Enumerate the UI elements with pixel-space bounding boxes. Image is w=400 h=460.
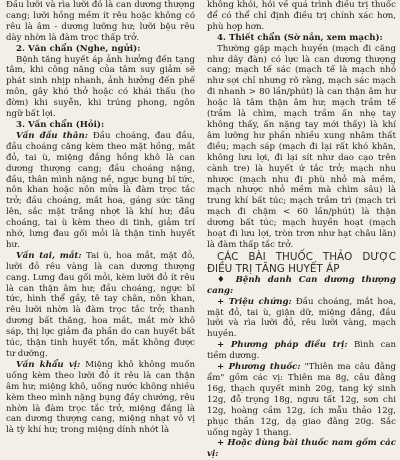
label: Vấn khẩu vị: <box>16 359 81 370</box>
label: Vấn đầu thân: <box>16 130 88 141</box>
paragraph: không khỏi, hỏi về quá trình điều trị thuốc để có thể chỉ định điều trị chính xác hơn, phù hợp hơn. <box>207 0 396 32</box>
sub-item <box>207 438 396 460</box>
bullet-heading: ♦ Bệnh danh Can dương thượng cang: <box>207 274 396 296</box>
text: Bình can tiềm dương. <box>207 340 396 362</box>
bullet-text: Bệnh danh Can dương thượng cang: <box>207 274 396 296</box>
heading-thiet-chan: 4. Thiết chẩn (Sờ nắn, xem mạch): <box>217 32 383 43</box>
text: Tai ù, hoa mắt, mặt đỏ, lưỡi đỏ rêu vàng là can dương thượng cang. Lưng đau gối mỏi, kèm lưỡi đỏ ít rêu là can thận âm hư; đầu choáng, ngực bĩ tức, hình thể gầy, tê tay chân, nôn khan, rêu lưỡi nhờn là đàm trọc tắc trở; thanh dương bất thăng, hoa mắt, mắt mờ khô sáp, thị lực giảm đa phần do can huyết bất túc, thận tinh huyết tổn, mắt không được tư dưỡng. <box>6 250 195 359</box>
right-column <box>207 0 396 460</box>
label: Vấn tai, mắt: <box>16 250 82 261</box>
heading-van-chan-hoi: 3. Vấn chẩn (Hỏi): <box>16 119 105 130</box>
text: Đầu choáng, đau đầu, đầu choáng căng kèm theo mặt hồng, mắt đỏ, tai ù, miệng đắng hồng khô là can dương thượng cang; đầu choáng nặng, đầu, thân mình nặng nề, ngực bụng bĩ tức, nôn khan hoặc nôn mửa là đàm trọc tắc trở; đầu choáng, mắt hoa, gáng sức tăng lên, sắc mặt trắng nhợt là khí hư; đầu choáng, tai ù kèm theo di tinh, giảm trí nhớ, lưng đau gối mỏi là thận tinh huyết hư. <box>6 130 195 250</box>
label: + Phương thuốc: <box>217 362 301 373</box>
text: "Thiên ma câu đằng ẩm" gồm các vị: Thiên ma 8g, câu đằng 16g, thạch quyết minh 20g, tang ký sinh 12g, đỗ trọng 18g, ngưu tất 12g, sơn chi 12g, hoàng cầm 12g, ích mẫu thảo 12g, phục thần 12g, dạ giao đằng 20g. Sắc uống ngày 1 thang. <box>207 362 396 438</box>
paragraph-van-khau-vi <box>6 360 195 436</box>
section-title: CÁC BÀI THUỐC THẢO DƯỢC ĐIỀU TRỊ TĂNG HUYẾT ÁP <box>207 250 396 275</box>
sub-item <box>207 362 396 438</box>
heading-van-chan: 2. Văn chẩn (Nghe, ngửi): <box>16 43 141 54</box>
paragraph-van-dau-than <box>6 131 195 251</box>
label: + Phương pháp điều trị: <box>217 340 348 351</box>
paragraph-van-tai-mat <box>6 251 195 360</box>
sub-item <box>207 340 396 362</box>
text: Miệng khô không muốn uống kèm theo lưỡi đỏ ít rêu là can thận âm hư; miệng khô, uống nước không nhiều kèm theo mình nặng bụng đầy chướng, rêu nhờn là đàm trọc tắc trở, miệng đắng là can dương thượng cang, miệng nhạt vô vị là tỳ khí hư; trong miệng dính nhớt là <box>6 359 195 436</box>
paragraph: Bệnh tăng huyết áp ảnh hưởng đến tạng tâm, khi công năng của tâm suy giảm sẽ phát sinh nhịp nhanh, ảnh hưởng đến phế môn, gây khó thở hoặc có khái thấu (ho đờm) khi suyễn, khi trúng phong, ngôn ngữ bất lợi. <box>6 54 195 120</box>
left-column <box>6 0 195 436</box>
label: + Hoặc dùng bài thuốc nam gồm các vị: <box>207 438 396 460</box>
label: + Triệu chứng: <box>217 296 292 307</box>
sub-item <box>207 297 396 341</box>
paragraph: Đầu lưỡi và rìa lưỡi đỏ là can dương thượng cang; lưỡi hồng mềm ít rêu hoặc không có rêu là âm - dương lưỡng hư; lưỡi bệu rêu dày nhờn là đàm trọc thấp trở. <box>6 0 195 43</box>
text: Đầu choáng, mắt hoa, mặt đỏ, tai ù, giận dữ, miệng đắng, đầu lưỡi và rìa lưỡi đỏ, rêu lưỡi vàng, mạch huyền. <box>207 296 396 340</box>
paragraph: Thường gặp mạch huyền (mạch đi căng như dây đàn) có lực là can dương thượng cang; mạch tế sác (mạch tế là mạch nhỏ như sợi chỉ nhưng rõ ràng, mạch sác mạch đi nhanh > 80 lần/phút) là can thận âm hư hoặc là tâm thận âm hư; mạch trầm tế (trầm là chìm, mạch trầm ấn nhẹ tay không thấy, ấn nặng tay mới thấy) là khí âm lưỡng hư phần nhiều xung nhâm thất điều; mạch sáp (mạch đi lại rất khó khăn, không lưu lợi, đi lại sít như dao cạo trên cành tre) là huyết ứ tắc trở; mạch nhu nhược (mạch nhu đi phù nhỏ mà mềm, mạch nhược nhỏ mềm mà chìm sâu) là trung khí bất túc; mạch trầm trì (mạch trì mạch đi chậm < 60 lần/phút) là thận dương bất túc; mạch huyền hoạt (mạch hoạt đi lưu lợi, tròn trơn như hạt châu lăn) là đàm thấp tắc trở. <box>207 43 396 250</box>
